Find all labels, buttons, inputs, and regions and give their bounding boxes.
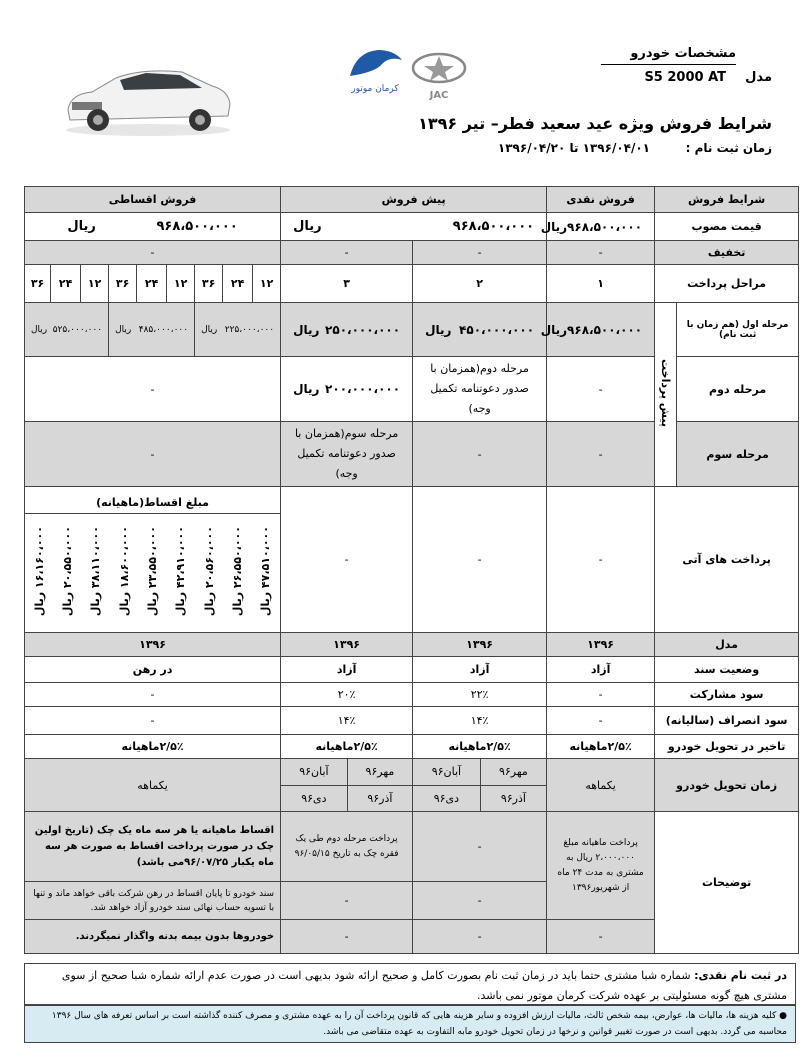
sale-title: شرایط فروش ویژه عید سعید فطر– تیر ۱۳۹۶ (418, 114, 772, 133)
delay-cash: ۲/۵٪ماهیانه (547, 735, 655, 759)
rial-unit: ریال (259, 592, 273, 617)
row-label-discount: تخفیف (655, 241, 799, 265)
cancel-pre2: ۱۴٪ (413, 707, 547, 735)
months-cell: ۳۶ (25, 265, 51, 303)
first-inst-36: ۵۲۵،۰۰۰،۰۰۰ (52, 324, 103, 335)
tax-note (24, 1005, 796, 1043)
header-conditions: شرایط فروش (655, 187, 799, 213)
spec-underline (601, 64, 736, 65)
row-label-first-stage: مرحله اول (هم زمان با ثبت نام) (677, 303, 799, 357)
amount: ۲۰،۵۶۰،۰۰۰ (202, 526, 216, 589)
doc-status: آزاد (547, 657, 655, 683)
model-year: ۱۳۹۶ (413, 633, 547, 657)
delivery-cash: یکماهه (547, 759, 655, 812)
delivery-inst: یکماهه (25, 759, 281, 812)
installment-amount (89, 526, 102, 616)
rial-unit: ریال (31, 324, 48, 335)
amount: ۱۸،۶۰۰،۰۰۰ (117, 526, 131, 589)
cell-dash: - (413, 882, 547, 920)
amount: ۲۰،۵۵۰،۰۰۰ (61, 526, 75, 589)
rial-unit: ریال (293, 322, 320, 337)
model-value: S5 2000 AT (644, 70, 726, 85)
model-label: مدل (745, 70, 772, 85)
row-label-cancel: سود انصراف (سالیانه) (655, 707, 799, 735)
installment-title: مبلغ اقساط(ماهیانه) (96, 495, 209, 509)
cell-dash: - (547, 707, 655, 735)
cell-dash: - (547, 683, 655, 707)
cell-dash: - (413, 241, 547, 265)
amount: ۳۸،۱۱۰،۰۰۰ (89, 526, 103, 589)
header-presale: پیش فروش (281, 187, 547, 213)
months-cell: ۲۴ (223, 265, 253, 303)
installment-amount (174, 526, 187, 616)
cash-registration-label: در ثبت نام نقدی: (694, 969, 787, 982)
installment-amounts-cell (25, 487, 281, 633)
row-label-delivery: زمان تحویل خودرو (655, 759, 799, 812)
amount: ۲۶،۵۵۰،۰۰۰ (231, 526, 245, 589)
model-year: ۱۳۹۶ (547, 633, 655, 657)
cash-registration-note (24, 963, 796, 1005)
rial-unit: ریال (231, 592, 245, 617)
amount: ۴۲،۹۱۰،۰۰۰ (174, 526, 188, 589)
months-cell: ۲۴ (51, 265, 81, 303)
kerman-logo-text: کرمان موتور (351, 84, 399, 94)
jac-logo (410, 52, 468, 101)
delivery-month: مهر۹۶ (480, 759, 546, 785)
cell-dash: - (547, 920, 655, 954)
cell-dash: - (413, 812, 547, 882)
delay-pre2: ۲/۵٪ماهیانه (413, 735, 547, 759)
installment-amount (33, 526, 46, 616)
delivery-month: آبان۹۶ (413, 759, 480, 785)
header-cash: فروش نقدی (547, 187, 655, 213)
row-label-delay: تاخیر در تحویل خودرو (655, 735, 799, 759)
cell-dash: - (547, 487, 655, 633)
installment-amount (259, 526, 272, 616)
rial-unit: ریال (61, 592, 75, 617)
registration-dates: ۱۳۹۶/۰۴/۰۱ تا ۱۳۹۶/۰۴/۲۰ (497, 141, 650, 155)
spec-title: مشخصات خودرو (630, 46, 736, 61)
jac-logo-text: JAC (429, 90, 449, 101)
bullet-icon: ● (779, 1011, 787, 1021)
note-inst-mortgage: سند خودرو تا پایان اقساط در رهن شرکت باقی خواهد ماند و تنها با تسویه حساب نهائی سند خودرو آزاد خواهد شد. (33, 888, 275, 913)
stage-pre3: ۳ (281, 265, 413, 303)
row-label-notes: توضیحات (655, 812, 799, 954)
months-cell: ۳۶ (109, 265, 137, 303)
note-cash: پرداخت ماهیانه مبلغ ۲،۰۰۰،۰۰۰ ریال به مشتری به مدت ۲۴ ماه از شهریور۱۳۹۶ (547, 812, 655, 920)
delivery-month: آذر۹۶ (347, 785, 412, 811)
row-label-future-payments: پرداخت های آتی (655, 487, 799, 633)
cell-dash: - (281, 241, 413, 265)
amount: ۴۷،۵۱۰،۰۰۰ (259, 526, 273, 589)
delay-pre3: ۲/۵٪ماهیانه (281, 735, 413, 759)
second-pre2: مرحله دوم(همزمان با صدور دعوتنامه تکمیل وجه) (413, 357, 547, 422)
cancel-pre3: ۱۴٪ (281, 707, 413, 735)
first-cash: ۹۶۸،۵۰۰،۰۰۰ (567, 322, 643, 337)
rial-unit: ریال (293, 382, 320, 396)
share-pre2: ۲۲٪ (413, 683, 547, 707)
rial-unit: ریال (32, 592, 46, 617)
installment-amount (146, 526, 159, 616)
rial-unit: ریال (117, 592, 131, 617)
doc-status: آزاد (281, 657, 413, 683)
delivery-month: دی۹۶ (433, 791, 460, 805)
prepay-side-text: پیش پرداخت (659, 359, 673, 427)
row-label-second-stage: مرحله دوم (677, 357, 799, 422)
delivery-month: دی۹۶ (301, 791, 327, 805)
row-label-stages: مراحل پرداخت (655, 265, 799, 303)
rial-unit: ریال (67, 219, 96, 234)
cell-dash: - (413, 487, 547, 633)
second-pre3: ۲۰۰،۰۰۰،۰۰۰ (325, 382, 401, 396)
cell-dash: - (25, 422, 281, 487)
cash-registration-text: شماره شبا مشتری حتما باید در زمان ثبت نام بصورت کامل و صحیح ارائه شود بدیهی است در صورت عدم ارائه شماره شبا صحیح از سوی مشتری هیچ گونه مسئولیتی بر عهده شرکت کرمان موتور نمی باشد. (61, 969, 787, 1002)
months-cell: ۱۲ (253, 265, 281, 303)
cell-dash: - (547, 241, 655, 265)
cell-dash: - (413, 920, 547, 954)
first-inst-24: ۴۸۵،۰۰۰،۰۰۰ (138, 324, 189, 335)
sales-conditions-table (24, 186, 799, 954)
doc-status: در رهن (25, 657, 281, 683)
cell-dash: - (547, 357, 655, 422)
stage-pre2: ۲ (413, 265, 547, 303)
first-pre2: ۴۵۰،۰۰۰،۰۰۰ (459, 322, 535, 337)
first-inst-12: ۲۲۵،۰۰۰،۰۰۰ (224, 324, 275, 335)
pre-price: ۹۶۸،۵۰۰،۰۰۰ (452, 219, 535, 234)
cash-price: ۹۶۸،۵۰۰،۰۰۰ (567, 219, 643, 234)
months-cell: ۱۲ (167, 265, 195, 303)
doc-status: آزاد (413, 657, 547, 683)
registration-label: زمان ثبت نام : (685, 141, 772, 155)
header-installment: فروش اقساطی (25, 187, 281, 213)
rial-unit: ریال (540, 219, 568, 234)
cell-dash: - (281, 882, 413, 920)
row-label-third-stage: مرحله سوم (677, 422, 799, 487)
note-inst-checks: اقساط ماهیانه یا هر سه ماه یک چک (تاریخ اولین چک در صورت پرداخت اقساط به صورت هر سه ماه یکبار ۹۶/۰۷/۲۵می باشد) (34, 824, 275, 868)
note-inst-insurance: خودروها بدون بیمه بدنه واگذار نمیگردند. (75, 930, 275, 942)
inst-price-cell (25, 213, 281, 241)
cell-dash: - (281, 920, 413, 954)
cell-dash: - (281, 487, 413, 633)
installment-amount (203, 526, 216, 616)
row-label-share: سود مشارکت (655, 683, 799, 707)
cell-dash: - (547, 422, 655, 487)
delivery-month: آبان۹۶ (281, 759, 347, 785)
installment-amount (118, 526, 131, 616)
delay-inst: ۲/۵٪ماهیانه (25, 735, 281, 759)
installment-amount (231, 526, 244, 616)
car-image (62, 58, 234, 138)
rial-unit: ریال (115, 324, 132, 335)
cell-dash: - (25, 357, 281, 422)
cell-dash: - (413, 422, 547, 487)
prepay-side-label (655, 303, 677, 487)
rial-unit: ریال (202, 592, 216, 617)
row-label-price: قیمت مصوب (655, 213, 799, 241)
installment-amount (61, 526, 74, 616)
share-pre3: ۲۰٪ (281, 683, 413, 707)
rial-unit: ریال (174, 592, 188, 617)
cell-dash: - (25, 707, 281, 735)
row-label-doc-status: وضعیت سند (655, 657, 799, 683)
model-year: ۱۳۹۶ (281, 633, 413, 657)
note-pre3: پرداخت مرحله دوم طی یک فقره چک به تاریخ ۹۶/۰۵/۱۵ (281, 812, 413, 882)
months-cell: ۲۴ (137, 265, 167, 303)
delivery-month: مهر۹۶ (347, 759, 412, 785)
model-year: ۱۳۹۶ (25, 633, 281, 657)
cell-dash: - (25, 683, 281, 707)
delivery-pre2-grid (413, 759, 546, 811)
inst-price: ۹۶۸،۵۰۰،۰۰۰ (156, 219, 238, 234)
pre-price-cell (281, 213, 547, 241)
months-cell: ۳۶ (195, 265, 223, 303)
row-label-model: مدل (655, 633, 799, 657)
amount: ۱۶،۱۶۰،۰۰۰ (32, 526, 46, 589)
rial-unit: ریال (540, 322, 568, 337)
tax-note-text: کلیه هزینه ها، مالیات ها، عوارض، بیمه شخص ثالث، مالیات ارزش افزوده و سایر هزینه هایی که قانون پرداخت آن را به عهده مشتری و مصرف کننده گذاشته است بر اساس تعرفه های سال ۱۳۹۶ محاسبه می گردد. بدیهی است در صورت تغییر قوانین و نرخها در زمان تحویل خودرو مابه التفاوت به عهده متقاضی می باشد. (51, 1011, 787, 1037)
months-cell: ۱۲ (81, 265, 109, 303)
third-pre3: مرحله سوم(همزمان با صدور دعوتنامه تکمیل وجه) (281, 422, 413, 487)
rial-unit: ریال (146, 592, 160, 617)
kerman-motor-logo (346, 46, 404, 98)
rial-unit: ریال (425, 322, 452, 337)
rial-unit: ریال (293, 219, 322, 234)
rial-unit: ریال (89, 592, 103, 617)
cash-price-cell (540, 213, 655, 241)
delivery-pre3-grid (281, 759, 412, 811)
amount: ۲۳،۵۵۰،۰۰۰ (146, 526, 160, 589)
rial-unit: ریال (201, 324, 218, 335)
stage-cash: ۱ (547, 265, 655, 303)
delivery-month: آذر۹۶ (480, 785, 546, 811)
first-pre3: ۲۵۰،۰۰۰،۰۰۰ (325, 322, 401, 337)
cell-dash: - (25, 241, 281, 265)
